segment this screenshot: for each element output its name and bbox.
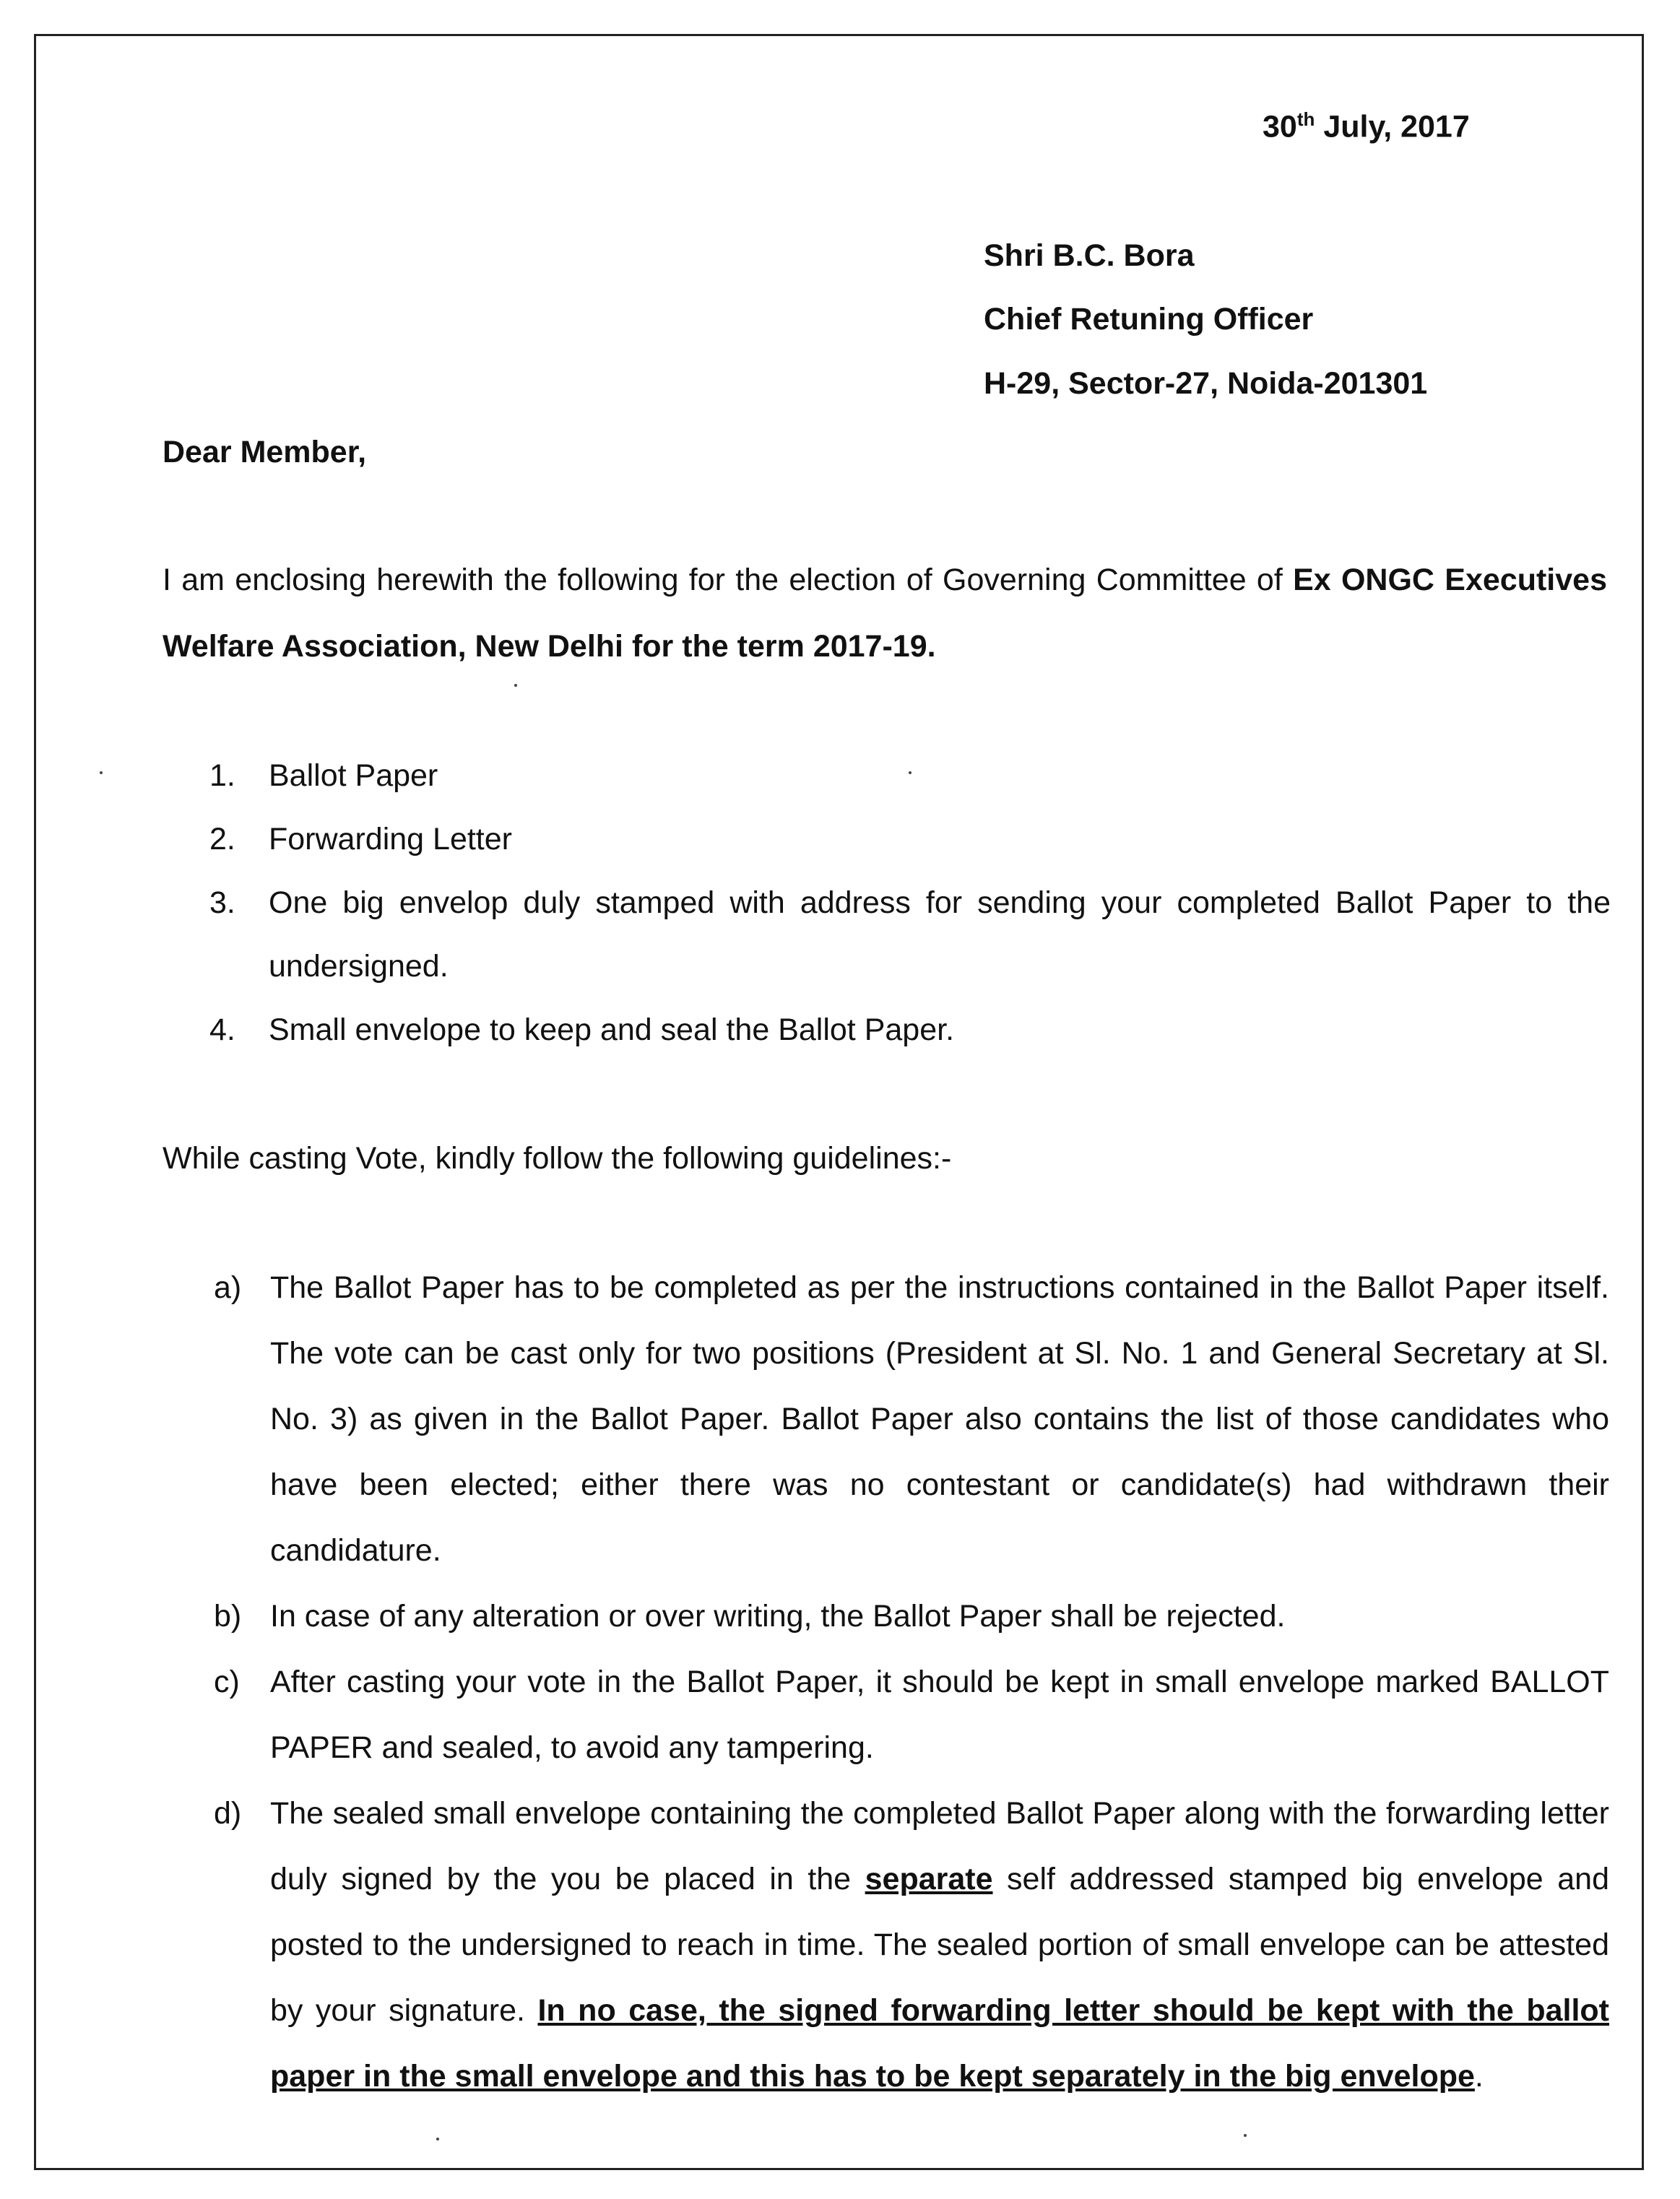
list-marker: c) (214, 1665, 240, 1699)
guideline-text: After casting your vote in the Ballot Paper, it should be kept in small envelope marked BALLOT PAPER and sealed, to avoid any tampering. (270, 1665, 1609, 1765)
enclosure-item (209, 871, 1611, 998)
enclosure-text: Small envelope to keep and seal the Ballot Paper. (269, 1012, 955, 1047)
list-marker: b) (214, 1599, 242, 1634)
emphasis-warning: In no case, the signed forwarding letter should be kept with the ballot paper in the small envelope and this has to be kept separately in the big envelope (270, 1993, 1609, 2094)
intro-paragraph (163, 547, 1607, 680)
enclosure-text: Forwarding Letter (269, 822, 512, 856)
emphasis-separate: separate (865, 1862, 993, 1896)
list-marker: 1. (209, 758, 235, 793)
guideline-item (214, 1781, 1609, 2109)
scan-speck (100, 771, 103, 774)
guideline-text: The sealed small envelope containing the completed Ballot Paper along with the forwarding letter duly signed by the you be placed in the (270, 1796, 1609, 1896)
scan-speck (436, 2138, 439, 2141)
guideline-text: self addressed stamped big envelope and posted to the undersigned to reach in time. The sealed portion of small envelope can be attested by your signature. (270, 1862, 1609, 2028)
guideline-item (214, 1255, 1609, 1584)
enclosure-text: One big envelop duly stamped with address for sending your completed Ballot Paper to the undersigned. (269, 885, 1611, 984)
list-marker: 2. (209, 822, 235, 856)
enclosure-item (209, 744, 1611, 807)
recipient-address: H-29, Sector-27, Noida-201301 (984, 366, 1428, 401)
date-suffix: th (1296, 108, 1315, 130)
enclosure-list (209, 744, 1611, 1062)
enclosure-text: Ballot Paper (269, 758, 438, 793)
salutation: Dear Member, (163, 435, 367, 469)
list-marker: a) (214, 1270, 242, 1305)
guideline-text: The Ballot Paper has to be completed as per the instructions contained in the Ballot Paper itself. The vote can be cast only for two positions (President at Sl. No. 1 and General Secretary at Sl. No. 3) as given in the Ballot Paper. Ballot Paper also contains the list of those candidates who have been elected; either there was no contestant or candidate(s) had withdrawn their candidature. (270, 1270, 1609, 1568)
guidelines-intro: While casting Vote, kindly follow the following guidelines:- (163, 1141, 952, 1176)
guideline-item (214, 1649, 1609, 1781)
scan-speck (514, 684, 517, 687)
enclosure-item (209, 998, 1611, 1062)
letter-date (1263, 108, 1470, 144)
guidelines-list (214, 1255, 1609, 2109)
list-marker: 4. (209, 1012, 235, 1047)
date-day: 30 (1263, 109, 1297, 144)
list-marker: d) (214, 1796, 242, 1831)
guideline-text: In case of any alteration or over writing, the Ballot Paper shall be rejected. (270, 1599, 1286, 1634)
recipient-name: Shri B.C. Bora (984, 238, 1195, 273)
list-marker: 3. (209, 885, 235, 920)
recipient-title: Chief Retuning Officer (984, 302, 1314, 337)
date-rest: July, 2017 (1315, 109, 1470, 144)
intro-text: I am enclosing herewith the following for the election of Governing Committee of (163, 563, 1294, 597)
guideline-end: . (1474, 2059, 1484, 2094)
scan-speck (1244, 2134, 1247, 2137)
guideline-item (214, 1584, 1609, 1649)
intro-organisation: Ex ONGC Executives Welfare Association, New Delhi for the term 2017-19. (163, 563, 1607, 664)
enclosure-item (209, 807, 1611, 871)
scan-speck (909, 771, 912, 774)
